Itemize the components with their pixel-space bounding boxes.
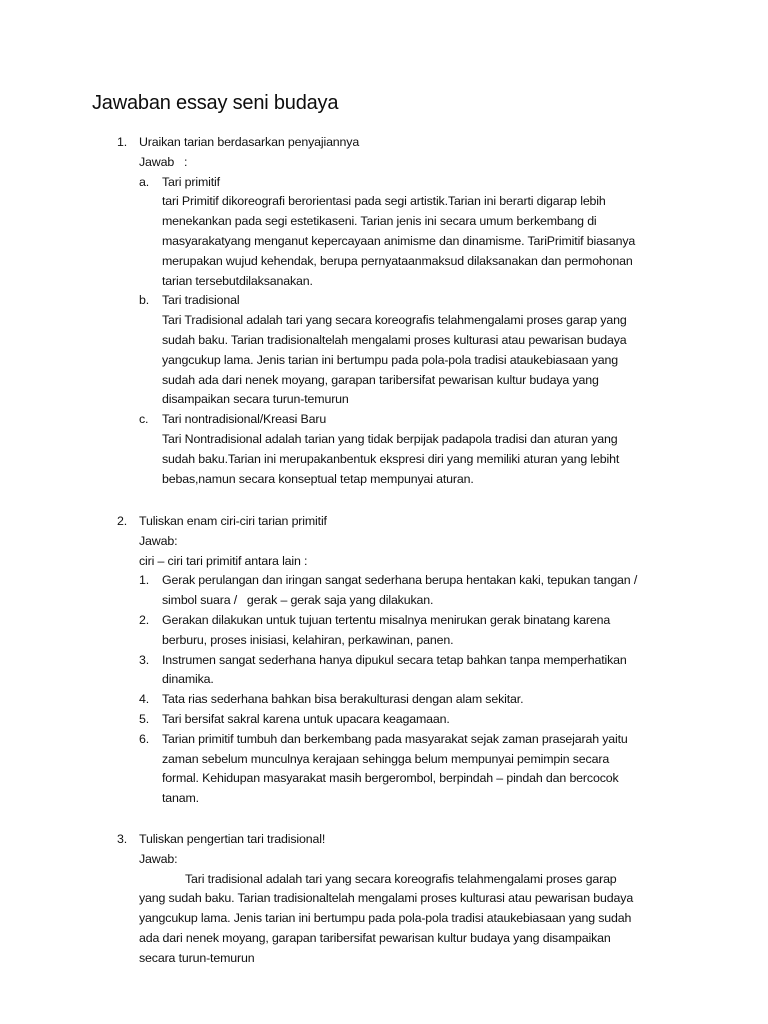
text-line: merupakan wujud kehendak, berupa pernyataanmaksud dilaksanakan dan permohonan — [162, 253, 633, 268]
question-text: Uraikan tarian berdasarkan penyajiannya — [139, 135, 360, 149]
answer-label: Jawab: — [139, 533, 178, 548]
question-text: Tuliskan enam ciri-ciri tarian primitif — [139, 514, 327, 528]
question-number: 3. — [117, 832, 128, 846]
answer-intro: ciri – ciri tari primitif antara lain : — [139, 553, 308, 568]
question-text: Tuliskan pengertian tari tradisional! — [139, 832, 326, 846]
text-line: bebas,namun secara konseptual tetap mempunyai aturan. — [162, 471, 474, 486]
answer-label: Jawab : — [139, 154, 188, 169]
text-line: Tari Tradisional adalah tari yang secara koreografis telahmengalami proses garap yang — [162, 313, 627, 328]
question-3 — [117, 830, 677, 969]
list-item — [139, 651, 677, 691]
sub-item-b — [117, 291, 677, 410]
text-line: tari Primitif dikoreografi berorientasi pada segi artistik.Tarian ini berarti digarap lebih — [162, 194, 606, 209]
list-item-number: 3. — [139, 652, 150, 667]
sub-item-heading: Tari nontradisional/Kreasi Baru — [162, 412, 327, 427]
list-item-number: 4. — [139, 692, 150, 707]
answer-body — [117, 870, 677, 969]
text-line: tarian tersebutdilaksanakan. — [162, 273, 313, 288]
text-line: sudah baku.Tarian ini merupakanbentuk ekspresi diri yang memiliki aturan yang lebiht — [162, 451, 620, 466]
text-line: zaman sebelum munculnya kerajaan sehingga belum mempunyai pemimpin secara — [162, 751, 610, 766]
text-line: berburu, proses inisiasi, kelahiran, perkawinan, panen. — [162, 632, 454, 647]
question-number: 2. — [117, 514, 128, 528]
text-line: Gerak perulangan dan iringan sangat sederhana berupa hentakan kaki, tepukan tangan / — [162, 573, 638, 588]
list-item — [139, 571, 677, 611]
text-line: tanam. — [162, 791, 199, 806]
text-line: sudah ada dari nenek moyang, garapan taribersifat pewarisan kultur budaya yang — [162, 372, 599, 387]
document-title: Jawaban essay seni budaya — [92, 92, 339, 114]
text-line: dinamika. — [162, 672, 214, 687]
sub-item-body — [139, 311, 677, 410]
text-line: Tarian primitif tumbuh dan berkembang pada masyarakat sejak zaman prasejarah yaitu — [162, 731, 628, 746]
text-line: yangcukup lama. Jenis tarian ini bertumpu pada pola-pola tradisi ataukebiasaan yang — [162, 352, 618, 367]
sub-item-letter: b. — [139, 293, 150, 308]
text-line: Tari tradisional adalah tari yang secara koreografis telahmengalami proses garap — [185, 871, 617, 886]
question-2 — [117, 512, 677, 809]
text-line: Gerakan dilakukan untuk tujuan tertentu misalnya menirukan gerak binatang karena — [162, 612, 611, 627]
text-line: formal. Kehidupan masyarakat masih bergerombol, berpindah – pindah dan bercocok — [162, 771, 619, 786]
text-line: ada dari nenek moyang, garapan taribersifat pewarisan kultur budaya yang disampaikan — [139, 930, 611, 945]
list-item-number: 6. — [139, 731, 150, 746]
answer-label: Jawab: — [139, 851, 178, 866]
question-1 — [117, 133, 677, 489]
text-line: sudah baku. Tarian tradisionaltelah mengalami proses kulturasi atau pewarisan budaya — [162, 332, 627, 347]
text-line: Tari Nontradisional adalah tarian yang tidak berpijak padapola tradisi dan aturan yang — [162, 431, 618, 446]
text-line: yangcukup lama. Jenis tarian ini bertumpu pada pola-pola tradisi ataukebiasaan yang sudah — [139, 911, 632, 926]
characteristics-list — [117, 571, 677, 809]
text-line: Tari bersifat sakral karena untuk upacara keagamaan. — [162, 711, 450, 726]
list-item — [139, 730, 677, 809]
text-line: masyarakatyang menganut kepercayaan animisme dan dinamisme. TariPrimitif biasanya — [162, 233, 636, 248]
text-line: yang sudah baku. Tarian tradisionaltelah mengalami proses kulturasi atau pewarisan budaya — [139, 891, 634, 906]
list-item — [139, 690, 677, 710]
sub-item-c — [117, 410, 677, 489]
sub-item-body — [139, 192, 677, 291]
text-line: Tata rias sederhana bahkan bisa berakulturasi dengan alam sekitar. — [162, 692, 524, 707]
sub-item-a — [117, 173, 677, 292]
list-item-number: 2. — [139, 612, 150, 627]
list-item — [139, 710, 677, 730]
text-line: Instrumen sangat sederhana hanya dipukul secara tetap bahkan tanpa memperhatikan — [162, 652, 627, 667]
text-line: menekankan pada segi estetikaseni. Tarian jenis ini secara umum berkembang di — [162, 214, 597, 229]
text-line: disampaikan secara turun-temurun — [162, 392, 349, 407]
sub-item-heading: Tari tradisional — [162, 293, 240, 308]
sub-item-letter: a. — [139, 174, 150, 189]
text-line: secara turun-temurun — [139, 950, 255, 965]
list-item — [139, 611, 677, 651]
list-item-number: 5. — [139, 711, 150, 726]
list-item-number: 1. — [139, 573, 150, 588]
sub-item-body — [139, 430, 677, 489]
sub-item-letter: c. — [139, 412, 149, 427]
sub-item-heading: Tari primitif — [162, 174, 220, 189]
question-number: 1. — [117, 135, 128, 149]
text-line: simbol suara / gerak – gerak saja yang dilakukan. — [162, 593, 434, 608]
